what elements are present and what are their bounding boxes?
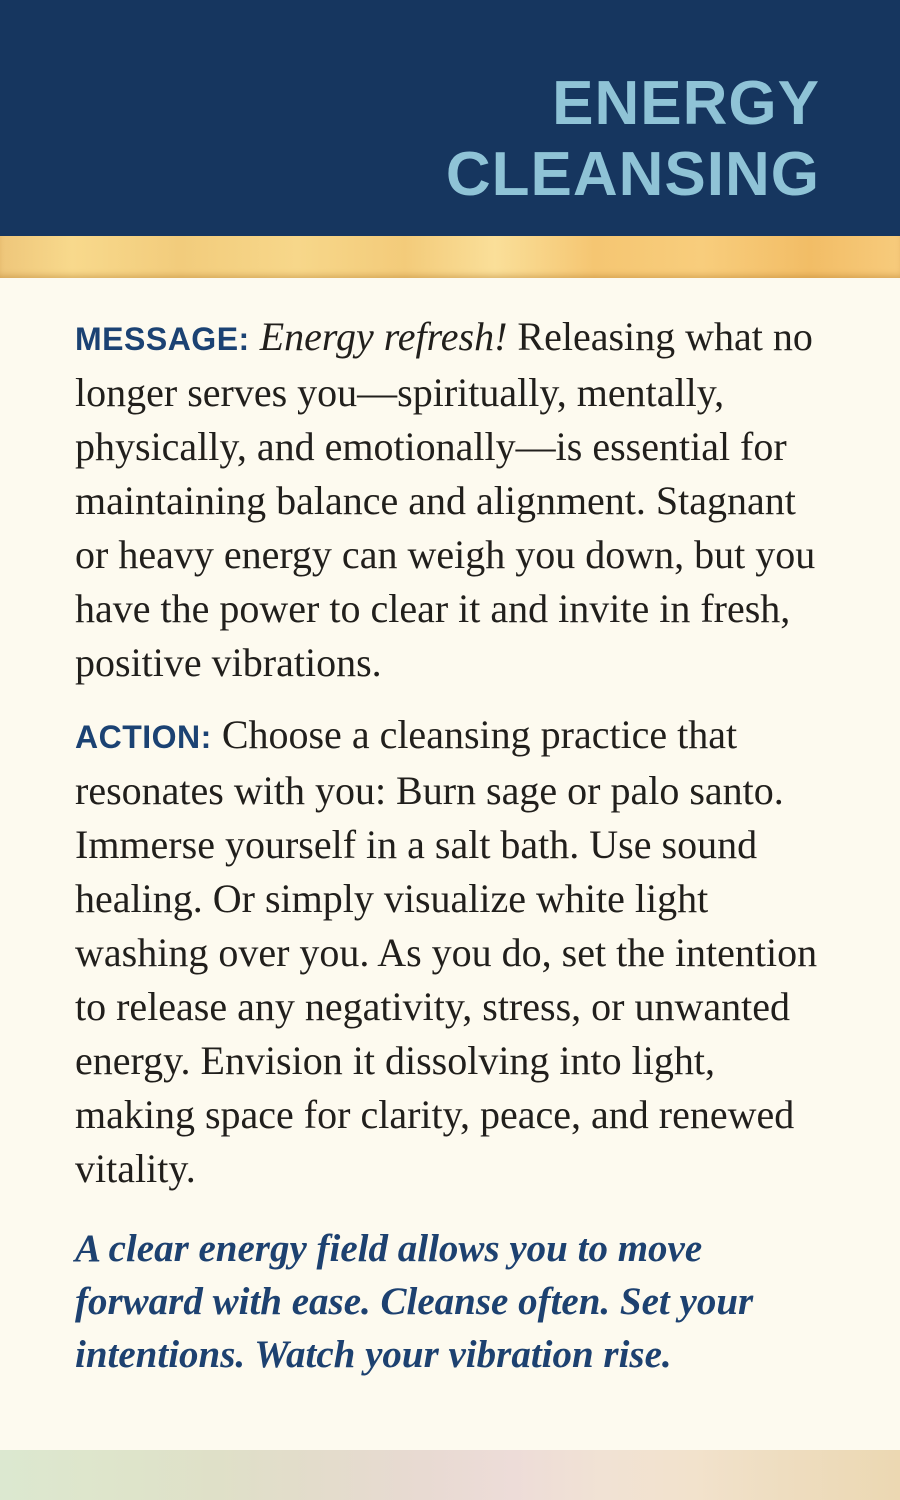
card-header	[0, 0, 900, 236]
card-title-line2: CLEANSING	[445, 140, 820, 209]
closing-affirmation: A clear energy field allows you to move forward with ease. Cleanse often. Set your intentions. Watch your vibration rise.	[75, 1227, 754, 1376]
card-title	[446, 68, 820, 210]
message-text: Releasing what no longer serves you—spiritually, mentally, physically, and emotionally—is essential for maintaining balance and alignment. Stagnant or heavy energy can weigh you down, but you have the power to clear it and invite in fresh, positive vibrations.	[75, 314, 816, 685]
card-title-line1: ENERGY	[552, 69, 820, 138]
action-paragraph	[75, 708, 826, 1196]
message-paragraph	[75, 310, 826, 690]
card-body	[0, 278, 900, 1381]
gold-divider-band	[0, 236, 900, 278]
action-text: Choose a cleansing practice that resonates with you: Burn sage or palo santo. Immerse yourself in a salt bath. Use sound healing. Or simply visualize white light washing over you. As you do, set the intention to release any negativity, stress, or unwanted energy. Envision it dissolving into light, making space for clarity, peace, and renewed vitality.	[75, 712, 818, 1191]
action-label: ACTION:	[75, 719, 212, 755]
message-label: MESSAGE:	[75, 321, 250, 357]
message-lead-phrase: Energy refresh!	[259, 314, 508, 359]
bottom-gradient-strip	[0, 1450, 900, 1500]
